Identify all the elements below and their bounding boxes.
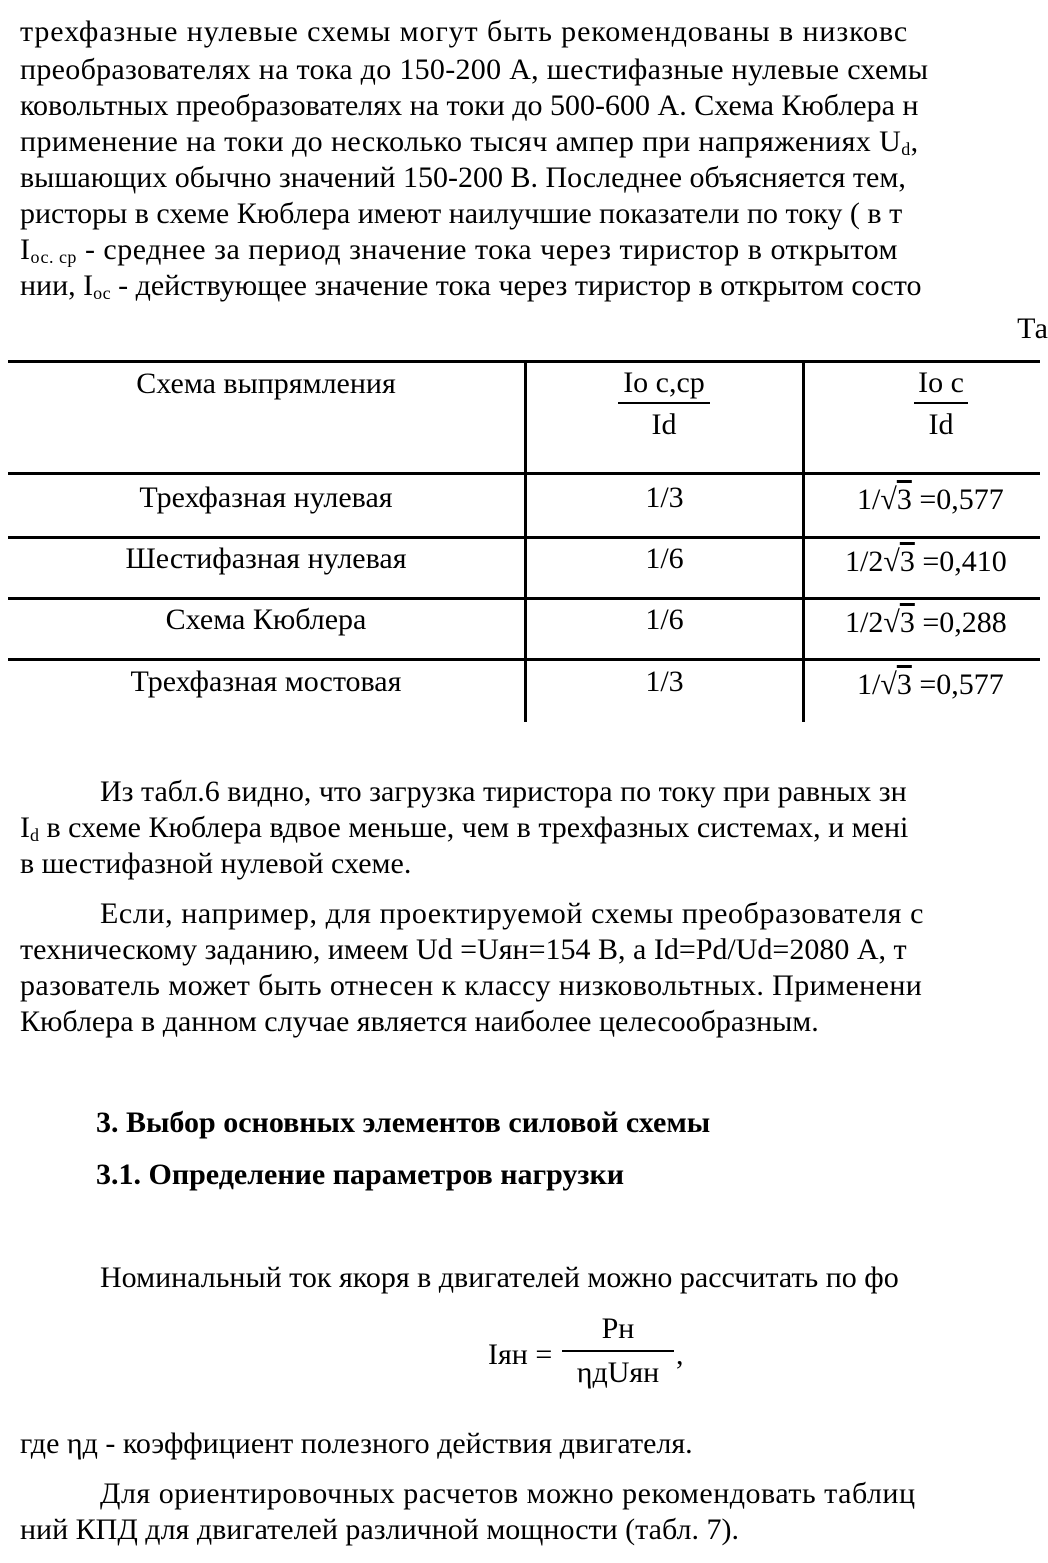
table-row-3-ratio1: 1/6: [645, 603, 684, 636]
intro-line-4: применение на токи до несколько тысяч ампер при напряжениях $U_d$,: [20, 125, 919, 159]
intro-line-5: вышающих обычно значений 150-200 В. Последнее объясняется тем,: [20, 161, 906, 194]
table-row-4-ratio2: 1/√3 =0,577: [857, 668, 1004, 701]
para6-line-1: Для ориентировочных расчетов можно рекомендовать таблиц: [100, 1477, 916, 1510]
table-row-3-scheme: Схема Кюблера: [165, 603, 367, 636]
para3-line-2: техническому заданию, имеем Ud =Uян=154 В, а Id=Pd/Ud=2080 А, т: [20, 933, 907, 966]
formula-armature-current: [488, 1312, 748, 1402]
formula-comma: ,: [676, 1338, 684, 1371]
table-header-scheme: Схема выпрямления: [136, 367, 396, 400]
section-title: 3. Выбор основных элементов силовой схемы: [96, 1106, 711, 1139]
para2-line-1: Из табл.6 видно, что загрузка тиристора по току при равных зн: [100, 775, 907, 808]
table-row-1-scheme: Трехфазная нулевая: [139, 481, 393, 514]
intro-line-2: преобразователях на тока до 150-200 А, шестифазные нулевые схемы: [20, 53, 929, 86]
table-row-2-scheme: Шестифазная нулевая: [125, 542, 407, 575]
table-row-4-scheme: Трехфазная мостовая: [130, 665, 402, 698]
para5-line-1: где ηд - коэффициент полезного действия двигателя.: [20, 1427, 693, 1460]
para3-line-1: Если, например, для проектируемой схемы преобразователя с: [100, 897, 924, 930]
intro-line-1: трехфазные нулевые схемы могут быть рекомендованы в низковс: [20, 15, 909, 48]
table-row-2-ratio1: 1/6: [645, 542, 684, 575]
intro-line-6: ристоры в схеме Кюблера имеют наилучшие показатели по току ( в т: [20, 197, 903, 230]
formula-lhs: Iян =: [488, 1338, 553, 1371]
formula-denominator: ηдUян: [576, 1356, 660, 1389]
para2-line-2: $I_d$ в схеме Кюблера вдвое меньше, чем в трехфазных системах, и мені: [20, 811, 909, 845]
table-row-1-ratio1: 1/3: [645, 481, 684, 514]
table-caption: Та: [1017, 312, 1048, 345]
section-subtitle: 3.1. Определение параметров нагрузки: [96, 1158, 625, 1191]
para4-line-1: Номинальный ток якоря в двигателей можно рассчитать по фо: [100, 1261, 899, 1294]
table-row-4-ratio1: 1/3: [645, 665, 684, 698]
para2-line-3: в шестифазной нулевой схеме.: [20, 847, 412, 880]
intro-line-7: $I_{ос. ср}$ - среднее за период значение тока через тиристор в открытом: [20, 233, 899, 267]
table-header-avg-ratio: Iо с,ср Id: [618, 366, 710, 442]
formula-numerator: Pн: [601, 1312, 635, 1345]
table-row-1-ratio2: 1/√3 =0,577: [857, 483, 1004, 516]
para3-line-3: разователь может быть отнесен к классу низковольтных. Применени: [20, 969, 923, 1002]
formula-fraction: [562, 1312, 674, 1390]
intro-line-8: нии, $I_{ос}$ - действующее значение тока через тиристор в открытом состо: [20, 269, 922, 303]
para3-line-4: Кюблера в данном случае является наиболее целесообразным.: [20, 1005, 819, 1038]
table-row-2-ratio2: 1/2√3 =0,410: [845, 545, 1007, 578]
table-row-3-ratio2: 1/2√3 =0,288: [845, 606, 1007, 639]
table-header-rms-ratio: Iо с Id: [914, 366, 968, 442]
intro-line-3: ковольтных преобразователях на токи до 500-600 А. Схема Кюблера н: [20, 89, 919, 122]
para6-line-2: ний КПД для двигателей различной мощности (табл. 7).: [20, 1513, 739, 1546]
